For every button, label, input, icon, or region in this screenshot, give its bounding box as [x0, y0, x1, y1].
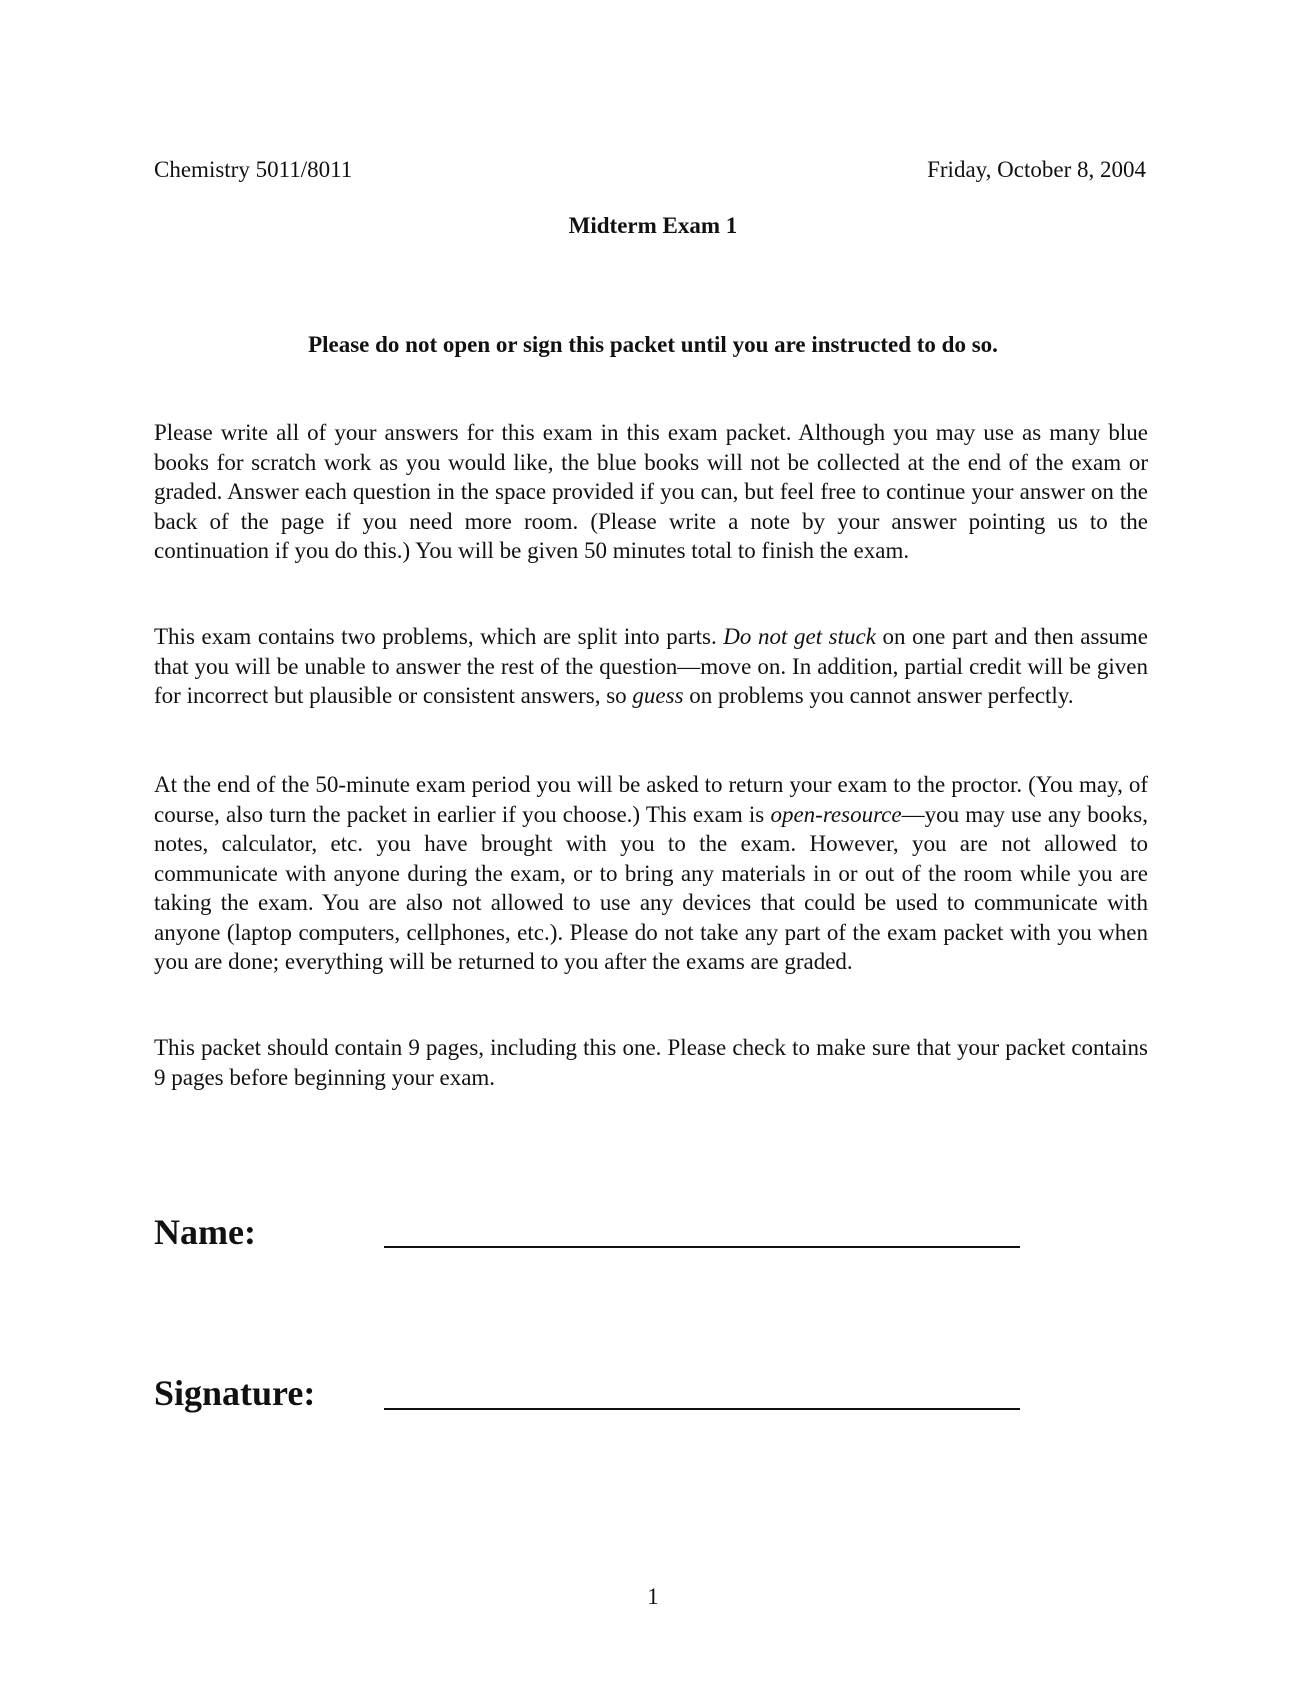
instructions-paragraph-4: This packet should contain 9 pages, including this one. Please check to make sure that your packet contains 9 pages before beginning your exam.: [154, 1035, 1148, 1090]
instructions-paragraph-1: Please write all of your answers for this exam in this exam packet. Although you may use as many blue books for scratch work as you would like, the blue books will not be collected at the end of the exam or graded. Answer each question in the space provided if you can, but feel free to continue your answer on the back of the page if you need more room. (Please write a note by your answer pointing us to the continuation if you do this.) You will be given 50 minutes total to finish the exam.: [154, 420, 1148, 563]
emphasis-guess: guess: [632, 683, 684, 708]
emphasis-open-resource: open-resource: [770, 801, 902, 827]
paragraph-2-text-a: This exam contains two problems, which are split into parts.: [154, 624, 724, 649]
course-name: Chemistry 5011/8011: [154, 157, 353, 182]
warning-notice: Please do not open or sign this packet until you are instructed to do so.: [308, 332, 998, 357]
emphasis-do-not-get-stuck: Do not get stuck: [723, 624, 876, 649]
exam-date: Friday, October 8, 2004: [927, 157, 1146, 182]
instructions-paragraph-3: [154, 770, 1148, 977]
paragraph-2-text-b: on one part and then assume that you will be unable to answer the rest of the question—move on. In addition, partial credit will be given for incorrect but plausible or consistent answers, so: [154, 624, 1149, 708]
signature-field[interactable]: [384, 1408, 1020, 1410]
instructions-paragraph-2: [154, 622, 1148, 711]
signature-label: Signature:: [154, 1373, 316, 1413]
name-field[interactable]: [384, 1246, 1020, 1248]
page-title: Midterm Exam 1: [568, 213, 738, 238]
page-number: 1: [647, 1584, 659, 1609]
paragraph-3-text-b: —you may use any books, notes, calculator, etc. you have brought with you to the exam. However, you are not allowed to communicate with anyone during the exam, or to bring any materials in or out of the room while you are taking the exam. You are also not allowed to use any devices that could be used to communicate with anyone (laptop computers, cellphones, etc.). Please do not take any part of the exam packet with you when you are done; everything will be returned to you after the exams are graded.: [154, 801, 1148, 974]
name-label: Name:: [154, 1212, 256, 1252]
paragraph-3-text-a: At the end of the 50-minute exam period you will be asked to return your exam to the proctor. (You may, of course, also turn the packet in earlier if you choose.) This exam is: [154, 772, 1148, 827]
header: [154, 155, 1146, 185]
paragraph-2-text-c: on problems you cannot answer perfectly.: [683, 683, 1074, 708]
